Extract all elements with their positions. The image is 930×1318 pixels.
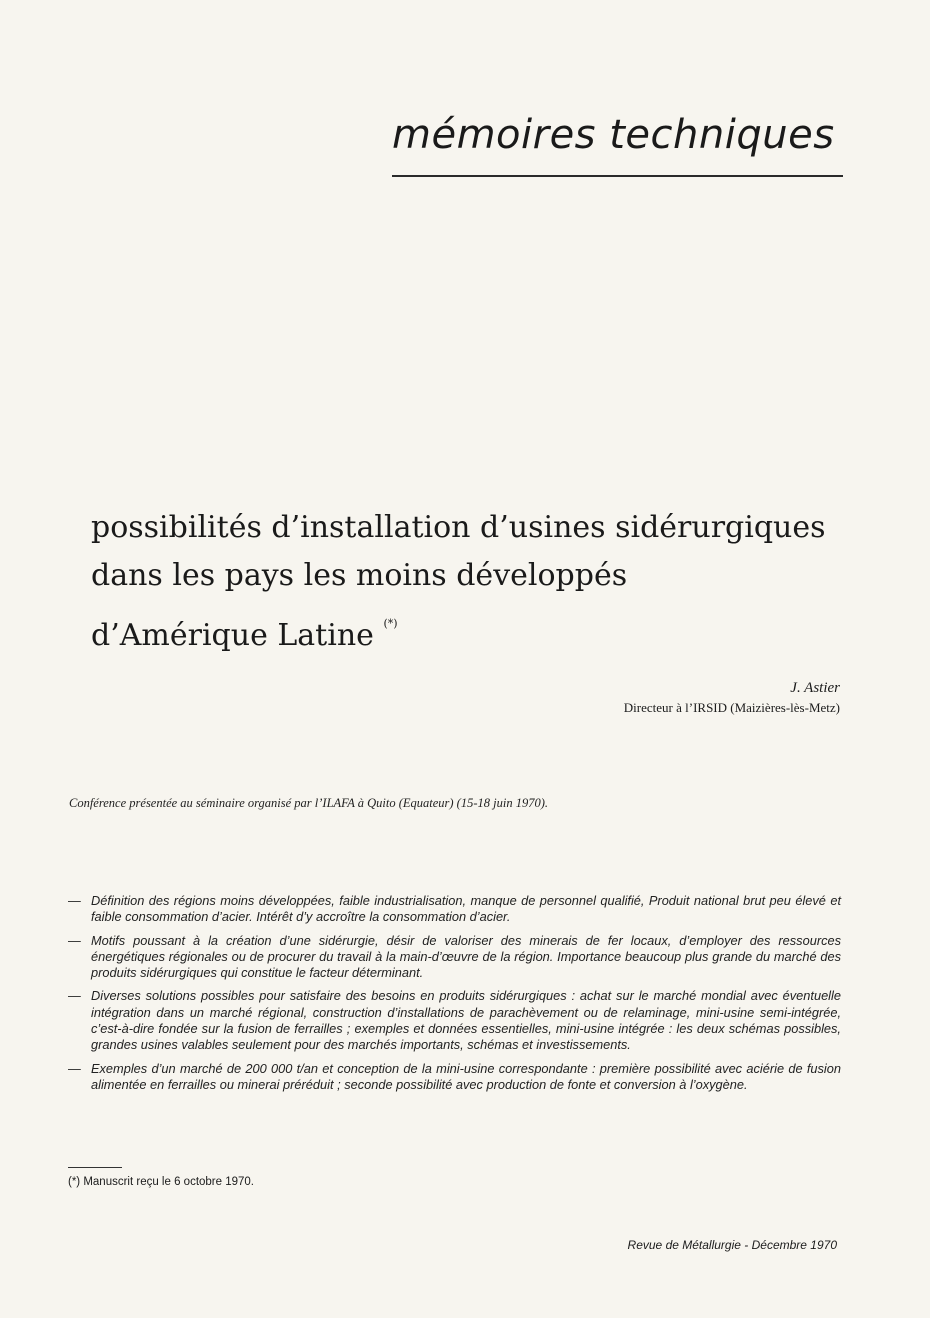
title-line-3 [91,600,851,660]
abstract-item-text: Définition des régions moins développées, faible industrialisation, manque de personnel qualifié, Produit national brut peu élevé et faible consommation d’acier. Intérêt d’y accroître la consommation d’acier. [91,893,841,925]
abstract-item [66,933,841,982]
title-line-2: dans les pays les moins développés [91,558,628,593]
heading-rule [392,175,843,177]
title-line-1: possibilités d’installation d’usines sidérurgiques [91,510,826,545]
conference-note: Conférence présentée au séminaire organisé par l’ILAFA à Quito (Equateur) (15-18 juin 1970). [69,796,548,810]
abstract-item-text: Exemples d’un marché de 200 000 t/an et conception de la mini-usine correspondante : première possibilité avec aciérie de fusion alimentée en ferrailles ou minerai préréduit ; seconde possibilité avec production de fonte et conversion à l’oxygène. [91,1060,841,1092]
dash-bullet: — [68,1060,81,1076]
title-line-3-text: d’Amérique Latine [91,618,374,653]
journal-footer: Revue de Métallurgie - Décembre 1970 [627,1238,837,1252]
title-footnote-mark: (*) [383,617,398,630]
dash-bullet: — [68,932,81,948]
section-heading: mémoires techniques [392,112,835,158]
abstract-item-text: Diverses solutions possibles pour satisfaire des besoins en produits sidérurgiques : achat sur le marché mondial avec éventuelle intégration dans un marché régional, construction d’installations de parachèvement ou de relaminage, mini-usine semi-intégrée, c’est-à-dire fondée sur la fusion de ferrailles ; exemples et données essentielles, mini-usine intégrée : les deux schémas possibles, grandes usines valables seulement pour des marchés importants, schémas et investissements. [91,988,841,1053]
author-name: J. Astier [790,680,840,696]
article-title [91,504,851,660]
dash-bullet: — [68,988,81,1004]
dash-bullet: — [68,893,81,908]
abstract-item [66,1061,841,1094]
author-affiliation: Directeur à l’IRSID (Maizières-lès-Metz) [623,700,840,715]
abstract-item [66,988,841,1053]
footnote: (*) Manuscrit reçu le 6 octobre 1970. [68,1176,255,1188]
footnote-rule [68,1167,122,1168]
abstract-item [66,893,841,926]
abstract [66,893,841,1100]
abstract-item-text: Motifs poussant à la création d’une sidérurgie, désir de valoriser des minerais de fer locaux, d’employer des ressources énergétiques régionales ou de procurer du travail à la main-d’œuvre de la région. Importance beaucoup plus grande du marché des produits sidérurgiques qui constitue le facteur déterminant. [91,932,841,981]
